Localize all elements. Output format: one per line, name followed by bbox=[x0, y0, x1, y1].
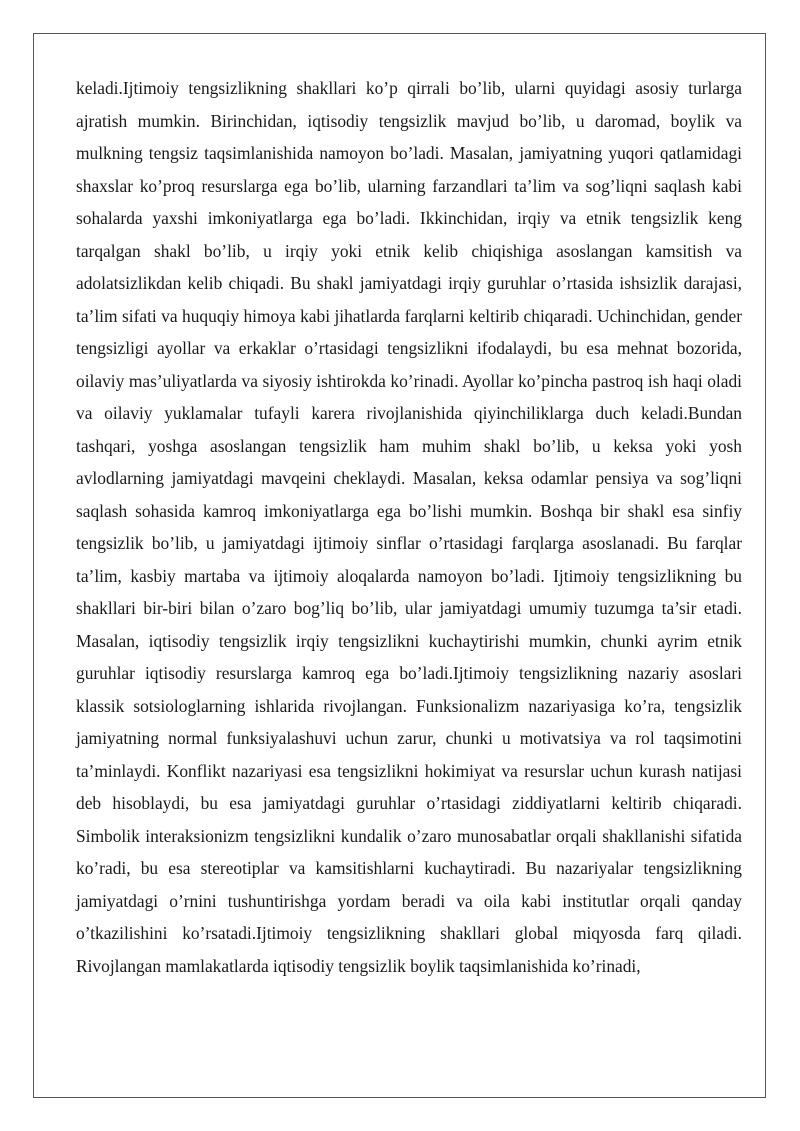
body-paragraph: keladi.Ijtimoiy tengsizlikning shakllari ko’p qirrali bo’lib, ularni quyidagi asosiy turlarga ajratish mumkin. Birinchidan, iqtisodiy tengsizlik mavjud bo’lib, u daromad, boylik va mulkning tengsiz taqsimlanishida namoyon bo’ladi. Masalan, jamiyatning yuqori qatlamidagi shaxslar ko’proq resurslarga ega bo’lib, ularning farzandlari ta’lim va sog’liqni saqlash kabi sohalarda yaxshi imkoniyatlarga ega bo’ladi. Ikkinchidan, irqiy va etnik tengsizlik keng tarqalgan shakl bo’lib, u irqiy yoki etnik kelib chiqishiga asoslangan kamsitish va adolatsizlikdan kelib chiqadi. Bu shakl jamiyatdagi irqiy guruhlar o’rtasida ishsizlik darajasi, ta’lim sifati va huquqiy himoya kabi jihatlarda farqlarni keltirib chiqaradi. Uchinchidan, gender tengsizligi ayollar va erkaklar o’rtasidagi tengsizlikni ifodalaydi, bu esa mehnat bozorida, oilaviy mas’uliyatlarda va siyosiy ishtirokda ko’rinadi. Ayollar ko’pincha pastroq ish haqi oladi va oilaviy yuklamalar tufayli karera rivojlanishida qiyinchiliklarga duch keladi.Bundan tashqari, yoshga asoslangan tengsizlik ham muhim shakl bo’lib, u keksa yoki yosh avlodlarning jamiyatdagi mavqeini cheklaydi. Masalan, keksa odamlar pensiya va sog’liqni saqlash sohasida kamroq imkoniyatlarga ega bo’lishi mumkin. Boshqa bir shakl esa sinfiy tengsizlik bo’lib, u jamiyatdagi ijtimoiy sinflar o’rtasidagi farqlarga asoslanadi. Bu farqlar ta’lim, kasbiy martaba va ijtimoiy aloqalarda namoyon bo’ladi. Ijtimoiy tengsizlikning bu shakllari bir-biri bilan o’zaro bog’liq bo’lib, ular jamiyatdagi umumiy tuzumga ta’sir etadi. Masalan, iqtisodiy tengsizlik irqiy tengsizlikni kuchaytirishi mumkin, chunki ayrim etnik guruhlar iqtisodiy resurslarga kamroq ega bo’ladi.Ijtimoiy tengsizlikning nazariy asoslari klassik sotsiologlarning ishlarida rivojlangan. Funksionalizm nazariyasiga ko’ra, tengsizlik jamiyatning normal funksiyalashuvi uchun zarur, chunki u motivatsiya va rol taqsimotini ta’minlaydi. Konflikt nazariyasi esa tengsizlikni hokimiyat va resurslar uchun kurash natijasi deb hisoblaydi, bu esa jamiyatdagi guruhlar o’rtasidagi ziddiyatlarni keltirib chiqaradi. Simbolik interaksionizm tengsizlikni kundalik o’zaro munosabatlar orqali shakllanishi sifatida ko’radi, bu esa stereotiplar va kamsitishlarni kuchaytiradi. Bu nazariyalar tengsizlikning jamiyatdagi o’rnini tushuntirishga yordam beradi va oila kabi institutlar orqali qanday o’tkazilishini ko’rsatadi.Ijtimoiy tengsizlikning shakllari global miqyosda farq qiladi. Rivojlangan mamlakatlarda iqtisodiy tengsizlik boylik taqsimlanishida ko’rinadi, bbox=[76, 78, 742, 976]
